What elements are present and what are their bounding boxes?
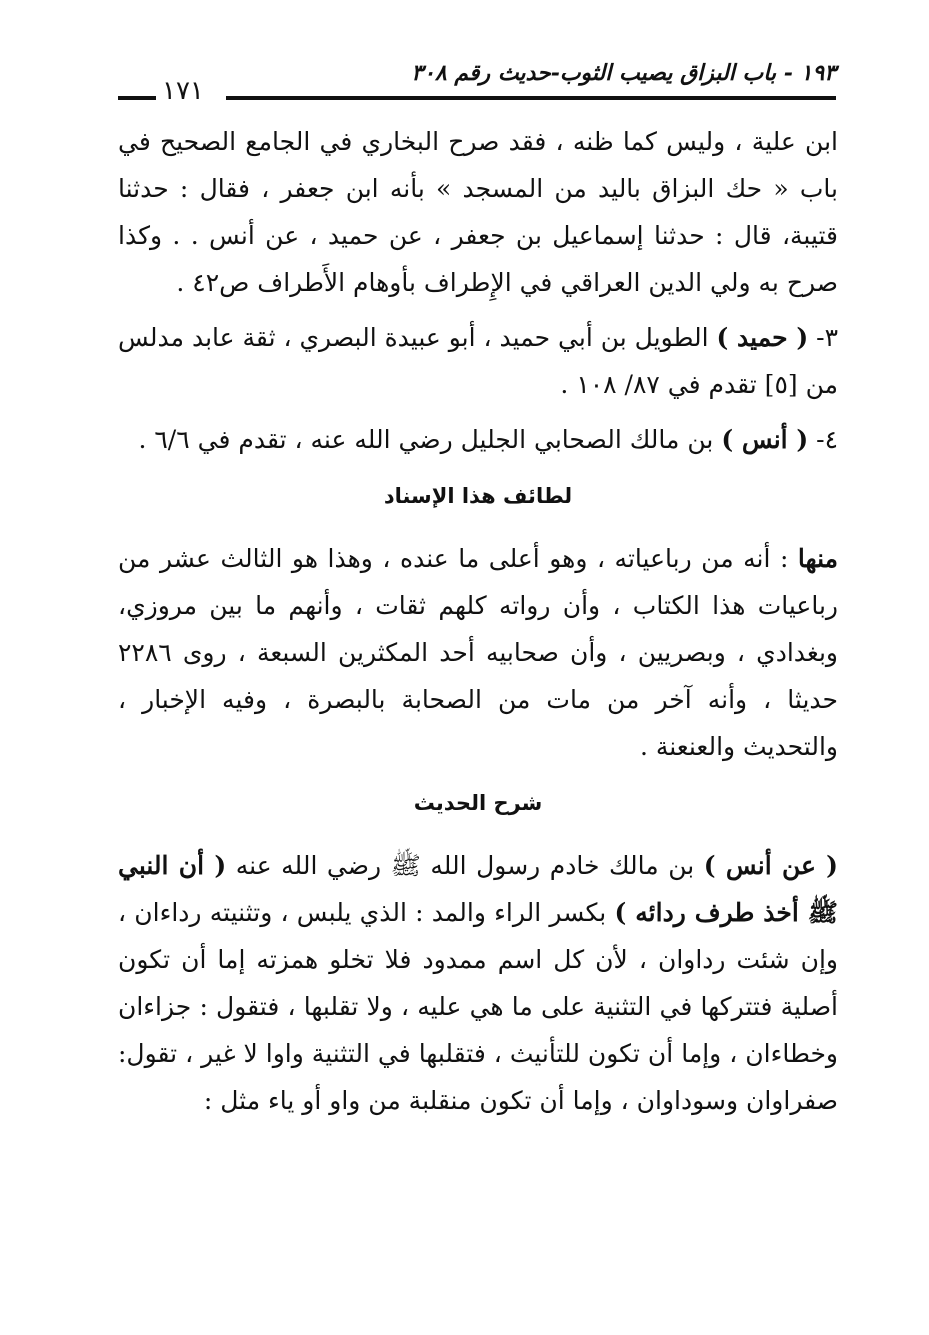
- paragraph-text: بكسر الراء والمد : الذي يلبس ، وتثنيته رداءان ، وإن شئت رداوان ، لأن كل اسم ممدود فلا تخلو همزته إما أن تكون أصلية فتتركها في التثنية على ما هي عليه ، ولا تقلبها ، فتقول : جزاءان وخطاءان ، وإما أن تكون للتأنيث ، فتقلبها في التثنية واوا لا غير ، تقول: صفراوان وسوداوان ، وإما أن تكون منقلبة من واو أو ياء مثل :: [118, 898, 838, 1115]
- narrator-name: ( حميد ): [716, 323, 809, 352]
- paragraph-text: الطويل بن أبي حميد ، أبو عبيدة البصري ، ثقة عابد مدلس من [٥] تقدم في ٨٧/ ١٠٨ .: [118, 323, 838, 399]
- header-rule-left: [118, 96, 156, 100]
- paragraph-text: بن مالك الصحابي الجليل رضي الله عنه ، تقدم في ٦/٦ .: [138, 425, 722, 454]
- item-number: ٤-: [808, 425, 838, 454]
- paragraph-text: : أنه من رباعياته ، وهو أعلى ما عنده ، وهذا هو الثالث عشر من رباعيات هذا الكتاب ، وأن رواته كلهم ثقات ، وأنهم ما بين مروزي، وبغدادي ، وبصريين ، وأن صحابيه أحد المكثرين السبعة ، روى ٢٢٨٦ حديثا ، وأنه آخر من مات من الصحابة بالبصرة ، وفيه الإخبار ، والتحديث والعنعنة .: [118, 544, 838, 761]
- page-header: [118, 56, 836, 106]
- lead-word: منها: [797, 544, 838, 573]
- page-body: [118, 118, 838, 1132]
- paragraph-sharh: [118, 842, 838, 1124]
- narrator-name: ( أنس ): [721, 425, 809, 454]
- paragraph-ibn-ulayya: ابن علية ، وليس كما ظنه ، فقد صرح البخاري في الجامع الصحيح في باب « حك البزاق باليد من المسجد » بأنه ابن جعفر ، فقال : حدثنا قتيبة، قال : حدثنا إسماعيل بن جعفر ، عن حميد ، عن أنس . . وكذا صرح به ولي الدين العراقي في الإِطراف بأوهام الأَطراف ص٤٢ .: [118, 127, 838, 297]
- header-rule: [226, 96, 836, 100]
- page-number: ١٧١: [162, 76, 204, 106]
- section-heading-sharh: شرح الحديث: [413, 791, 543, 815]
- paragraph-anas: [118, 416, 838, 463]
- hadith-quote: ( عن أنس ): [703, 851, 839, 880]
- item-number: ٣-: [808, 323, 838, 352]
- paragraph-humaid: [118, 314, 838, 408]
- paragraph-lataif: [118, 535, 838, 770]
- running-title: ١٩٣ - باب البزاق يصيب الثوب-حديث رقم ٣٠٨: [411, 60, 836, 86]
- hadith-quote: ( أن النبي ﷺ أخذ طرف ردائه ): [118, 851, 838, 927]
- paragraph-text: بن مالك خادم رسول الله ﷺ رضي الله عنه: [226, 851, 704, 880]
- section-heading-isnad: لطائف هذا الإسناد: [383, 484, 573, 508]
